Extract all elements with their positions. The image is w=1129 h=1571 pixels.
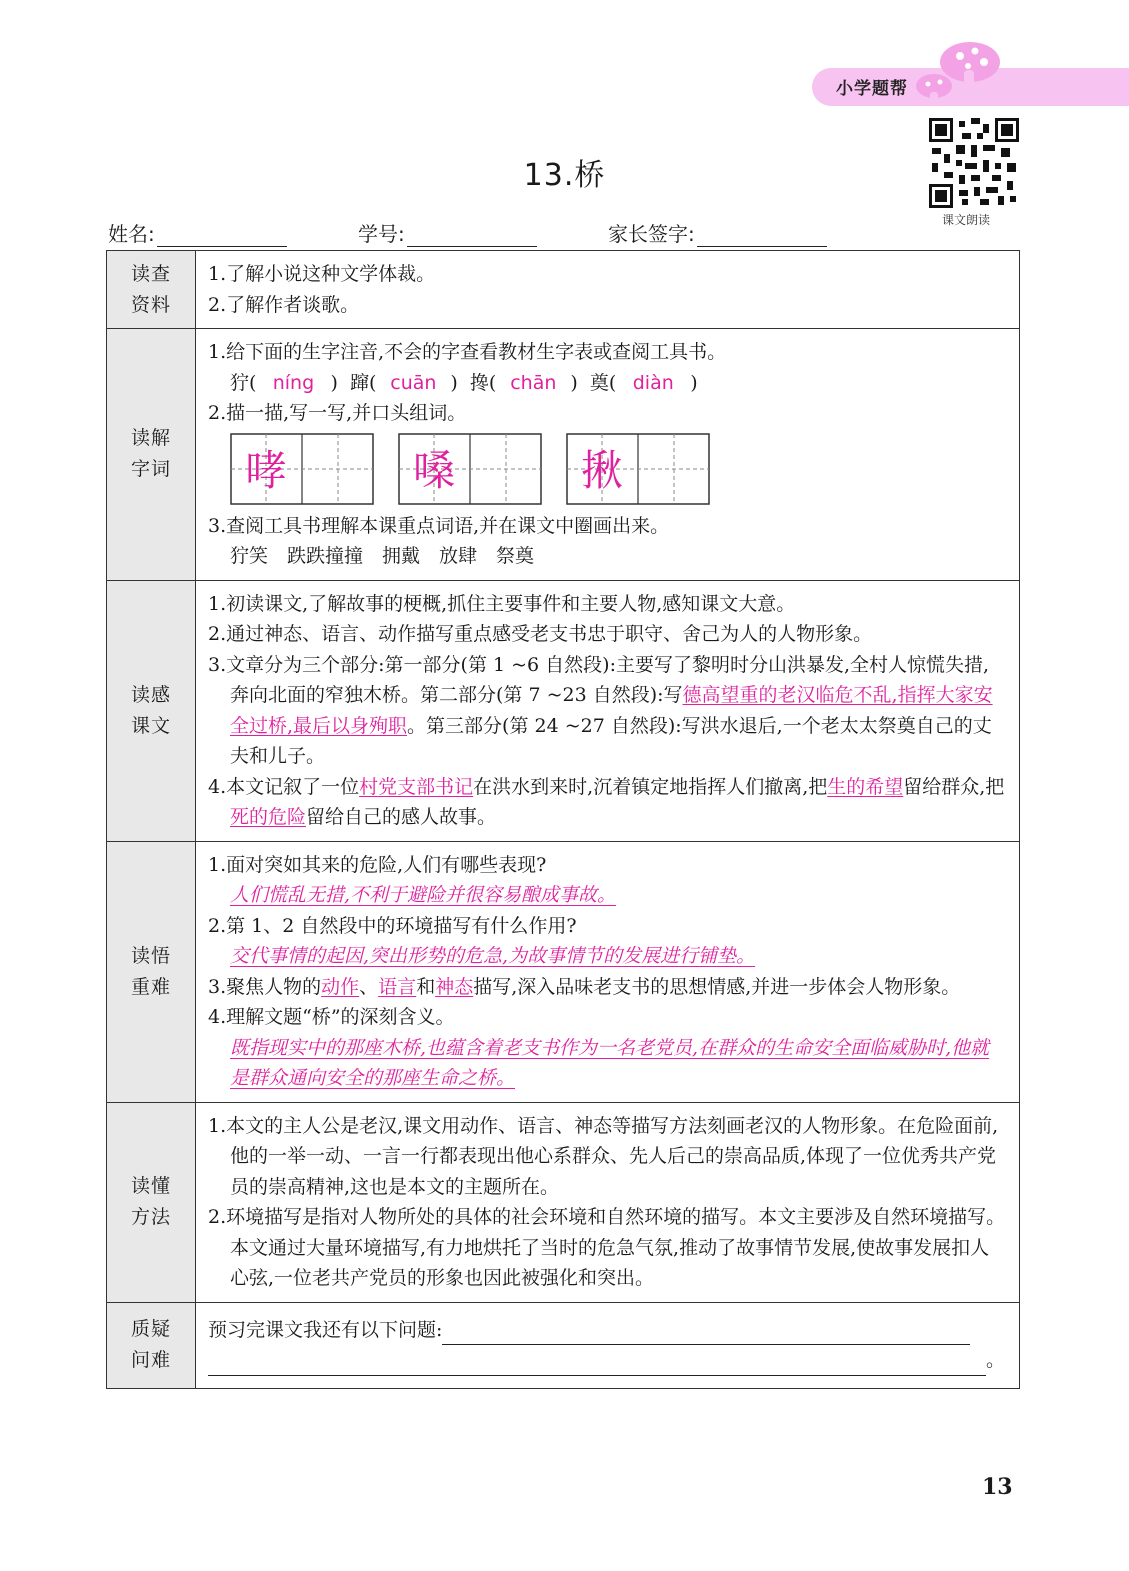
- section-content: [196, 1302, 1020, 1388]
- pinyin-answer[interactable]: diàn: [632, 371, 674, 394]
- writing-grid[interactable]: [230, 433, 374, 505]
- section-key-difficulties: [107, 841, 1020, 1102]
- answer-text: 神态: [435, 975, 474, 998]
- pinyin-char: 狞: [230, 371, 250, 394]
- answer-text: 动作: [321, 975, 360, 998]
- list-item: 1.初读课文,了解故事的梗概,抓住主要事件和主要人物,感知课文大意。: [208, 592, 796, 615]
- section-methods: [107, 1102, 1020, 1302]
- question-prompt-line: 预习完课文我还有以下问题:: [208, 1315, 1007, 1346]
- section-vocabulary: [107, 329, 1020, 581]
- section-content: [196, 1102, 1020, 1302]
- answer-text: 语言: [378, 975, 417, 998]
- mushroom-icon: [912, 42, 1004, 108]
- question-text: 2.描一描,写一写,并口头组词。: [208, 402, 467, 424]
- grid-character: 揪: [581, 445, 624, 495]
- section-label: 读解 字词: [107, 329, 196, 581]
- list-item: 1.了解小说这种文学体裁。: [208, 263, 436, 285]
- pinyin-answer[interactable]: níng: [272, 371, 315, 394]
- section-content: [196, 580, 1020, 841]
- section-content: [196, 329, 1020, 581]
- question-text: 4.理解文题“桥”的深刻含义。: [208, 1006, 455, 1028]
- pinyin-char: 搀: [469, 371, 489, 394]
- section-label: 读查 资料: [107, 251, 196, 329]
- answer-text: 死的危险: [230, 806, 307, 828]
- pinyin-answer[interactable]: chān: [510, 371, 557, 394]
- section-content: [196, 251, 1020, 329]
- parent-signature-field[interactable]: [608, 218, 827, 247]
- section-label: 读懂 方法: [107, 1102, 196, 1302]
- list-item: 2.通过神态、语言、动作描写重点感受老支书忠于职守、舍己为人的人物形象。: [208, 623, 873, 645]
- grid-character: 嗓: [413, 445, 456, 495]
- writing-grid[interactable]: [566, 433, 710, 505]
- key-words: 狞笑 跌跌撞撞 拥戴 放肆 祭奠: [230, 545, 535, 567]
- section-label: 读感 课文: [107, 580, 196, 841]
- section-text-feeling: [107, 580, 1020, 841]
- section-label: 读悟 重难: [107, 841, 196, 1102]
- list-item: 1.本文的主人公是老汉,课文用动作、语言、神态等描写方法刻画老汉的人物形象。在危险面前,他的一举一动、一言一行都表现出他心系群众、先人后己的崇高品质,体现了一位优秀共产党员的崇高精神,这也是本文的主题所在。: [208, 1114, 999, 1198]
- question-text: 3.查阅工具书理解本课重点词语,并在课文中圈画出来。: [208, 514, 670, 537]
- section-content: [196, 841, 1020, 1102]
- qr-caption: 课文朗读: [942, 213, 991, 227]
- pinyin-char: 奠: [589, 371, 609, 394]
- question-blank-line: 。: [208, 1345, 1007, 1376]
- list-item: 3.文章分为三个部分:第一部分(第 1 ~6 自然段):主要写了黎明时分山洪暴发,全村人惊慌失措,奔向北面的窄独木桥。第二部分(第 7 ~23 自然段):写德高望重的老汉临危不乱,指挥大家安全过桥,最后以身殉职。第三部分(第 24 ~27 自然段):写洪水退后,一个老太太祭奠自己的丈夫和儿子。: [208, 653, 993, 767]
- answer-text: 生的希望: [827, 775, 904, 798]
- question-text: 2.第 1、2 自然段中的环境描写有什么作用?: [208, 914, 577, 937]
- name-label: 姓名:: [108, 222, 155, 246]
- preview-worksheet-table: [106, 250, 1020, 1389]
- answer-text: 村党支部书记: [359, 775, 474, 798]
- brand-name: 小学题帮: [836, 79, 908, 99]
- section-read-materials: [107, 251, 1020, 329]
- section-questions: [107, 1302, 1020, 1388]
- answer-text: 交代事情的起因,突出形势的危急,为故事情节的发展进行铺垫。: [230, 945, 756, 967]
- pinyin-row: 狞( níng ) 蹿( cuān ) 搀( chān ) 奠( diàn ): [208, 368, 1007, 399]
- writing-grid[interactable]: [398, 433, 542, 505]
- question-text: 3.聚焦人物的动作、语言和神态描写,深入品味老支书的思想情感,并进一步体会人物形象。: [208, 975, 961, 998]
- pinyin-char: 蹿: [349, 371, 369, 394]
- answer-text: 德高望重的老汉临危不乱,指挥大家安全过桥,最后以身殉职: [230, 684, 993, 737]
- answer-blank[interactable]: [442, 1322, 970, 1345]
- list-item: 4.本文记叙了一位村党支部书记在洪水到来时,沉着镇定地指挥人们撤离,把生的希望留给群众,把死的危险留给自己的感人故事。: [208, 775, 1005, 828]
- writing-grids: [208, 433, 1007, 505]
- name-field[interactable]: [108, 218, 287, 247]
- question-text: 1.面对突如其来的危险,人们有哪些表现?: [208, 853, 547, 876]
- answer-text: 人们慌乱无措,不利于避险并很容易酿成事故。: [230, 884, 617, 906]
- parent-signature-label: 家长签字:: [608, 222, 695, 246]
- question-text: 1.给下面的生字注音,不会的字查看教材生字表或查阅工具书。: [208, 341, 727, 363]
- answer-blank[interactable]: [208, 1353, 986, 1376]
- pinyin-answer[interactable]: cuān: [390, 371, 437, 394]
- student-id-label: 学号:: [358, 222, 405, 246]
- student-id-field[interactable]: [358, 218, 537, 247]
- page-title: 13.桥: [523, 158, 606, 193]
- list-item: 2.环境描写是指对人物所处的具体的社会环境和自然环境的描写。本文主要涉及自然环境描写。本文通过大量环境描写,有力地烘托了当时的危急气氛,推动了故事情节发展,使故事发展扣人心弦,一位老共产党员的形象也因此被强化和突出。: [208, 1206, 1006, 1289]
- grid-character: 哮: [244, 445, 288, 495]
- list-item: 2.了解作者谈歌。: [208, 293, 360, 316]
- section-label: 质疑 问难: [107, 1302, 196, 1388]
- page-number: 13: [982, 1474, 1013, 1500]
- answer-text: 既指现实中的那座木桥,也蕴含着老支书作为一名老党员,在群众的生命安全面临威胁时,他就是群众通向安全的那座生命之桥。: [230, 1036, 990, 1089]
